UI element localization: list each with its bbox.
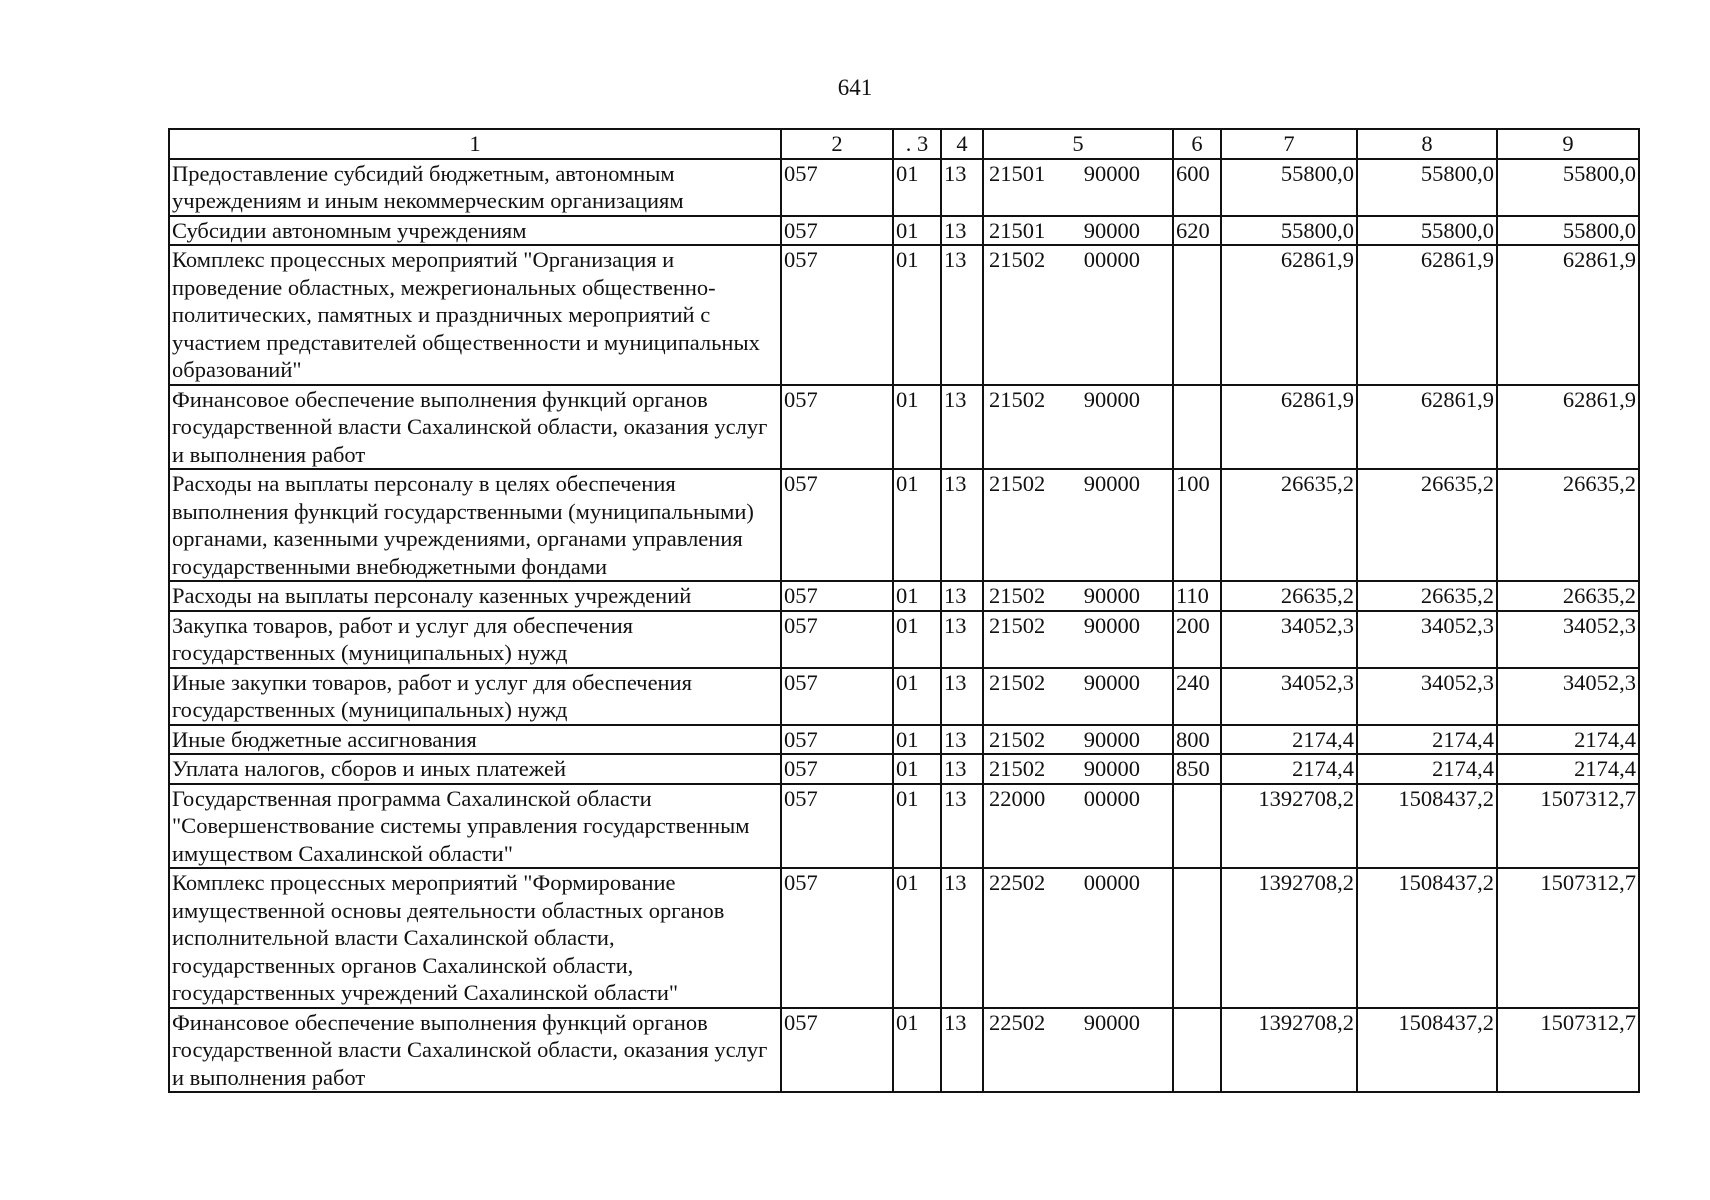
row-amount-col7: 55800,0 [1221, 159, 1357, 216]
row-admin-code: 057 [781, 725, 893, 755]
target-article-part2: 90000 [1083, 471, 1140, 496]
table-row [169, 581, 1639, 611]
target-article-part1: 21502 [989, 247, 1046, 272]
target-article-part2: 00000 [1083, 870, 1140, 895]
table-row [169, 245, 1639, 385]
row-amount-col9: 62861,9 [1497, 385, 1639, 470]
row-expense-type [1173, 784, 1221, 869]
target-article-part1: 21502 [989, 726, 1046, 752]
row-section-code: 01 [893, 868, 941, 1008]
target-article-part1: 22502 [989, 870, 1046, 895]
row-subsection-code: 13 [941, 581, 983, 611]
row-amount-col8: 34052,3 [1357, 668, 1497, 725]
row-admin-code: 057 [781, 611, 893, 668]
row-description: Предоставление субсидий бюджетным, автономным учреждениям и иным некоммерческим организациям [169, 159, 781, 216]
row-description: Комплекс процессных мероприятий "Формирование имущественной основы деятельности областных органов исполнительной власти Сахалинской области, государственных органов Сахалинской области, государственных учреждений Сахалинской области" [169, 868, 781, 1008]
row-description: Уплата налогов, сборов и иных платежей [169, 754, 781, 784]
col-header-5: 5 [983, 129, 1173, 159]
row-section-code: 01 [893, 159, 941, 216]
table-body [169, 159, 1639, 1093]
table-row [169, 1008, 1639, 1093]
row-admin-code: 057 [781, 216, 893, 246]
row-amount-col8: 55800,0 [1357, 159, 1497, 216]
row-admin-code: 057 [781, 1008, 893, 1093]
col-header-2: 2 [781, 129, 893, 159]
table-row [169, 668, 1639, 725]
row-subsection-code: 13 [941, 754, 983, 784]
target-article-part1: 22502 [989, 1009, 1046, 1035]
row-target-article [983, 216, 1173, 246]
row-target-article [983, 754, 1173, 784]
table-row [169, 469, 1639, 581]
row-expense-type: 800 [1173, 725, 1221, 755]
target-article-part1: 21502 [989, 756, 1046, 781]
table-row [169, 385, 1639, 470]
row-subsection-code: 13 [941, 469, 983, 581]
row-section-code: 01 [893, 1008, 941, 1093]
row-amount-col7: 2174,4 [1221, 725, 1357, 755]
row-amount-col9: 34052,3 [1497, 668, 1639, 725]
col-header-9: 9 [1497, 129, 1639, 159]
row-amount-col8: 62861,9 [1357, 245, 1497, 385]
row-target-article [983, 784, 1173, 869]
row-target-article [983, 245, 1173, 385]
col-header-4: 4 [941, 129, 983, 159]
row-target-article [983, 581, 1173, 611]
row-section-code: 01 [893, 216, 941, 246]
row-amount-col7: 26635,2 [1221, 581, 1357, 611]
col-header-7: 7 [1221, 129, 1357, 159]
row-amount-col7: 62861,9 [1221, 245, 1357, 385]
row-amount-col8: 26635,2 [1357, 581, 1497, 611]
row-target-article [983, 385, 1173, 470]
page-number: 641 [837, 75, 873, 100]
row-subsection-code: 13 [941, 668, 983, 725]
row-subsection-code: 13 [941, 784, 983, 869]
table-row [169, 868, 1639, 1008]
row-subsection-code: 13 [941, 245, 983, 385]
row-admin-code: 057 [781, 784, 893, 869]
row-expense-type [1173, 1008, 1221, 1093]
row-subsection-code: 13 [941, 868, 983, 1008]
row-section-code: 01 [893, 581, 941, 611]
row-expense-type [1173, 385, 1221, 470]
row-amount-col7: 2174,4 [1221, 754, 1357, 784]
target-article-part2: 90000 [1083, 612, 1140, 638]
row-section-code: 01 [893, 668, 941, 725]
row-amount-col9: 2174,4 [1497, 754, 1639, 784]
row-amount-col8: 2174,4 [1357, 725, 1497, 755]
row-section-code: 01 [893, 245, 941, 385]
row-amount-col9: 1507312,7 [1497, 784, 1639, 869]
row-amount-col8: 2174,4 [1357, 754, 1497, 784]
row-amount-col8: 55800,0 [1357, 216, 1497, 246]
target-article-part2: 00000 [1083, 785, 1140, 811]
row-target-article [983, 1008, 1173, 1093]
row-target-article [983, 725, 1173, 755]
table-row [169, 159, 1639, 216]
row-section-code: 01 [893, 469, 941, 581]
table-row [169, 784, 1639, 869]
row-expense-type: 200 [1173, 611, 1221, 668]
row-expense-type: 100 [1173, 469, 1221, 581]
target-article-part1: 21501 [989, 217, 1046, 243]
row-amount-col8: 1508437,2 [1357, 784, 1497, 869]
target-article-part1: 21502 [989, 583, 1046, 608]
row-description: Иные бюджетные ассигнования [169, 725, 781, 755]
row-amount-col7: 1392708,2 [1221, 1008, 1357, 1093]
target-article-part2: 90000 [1083, 160, 1140, 186]
row-expense-type [1173, 245, 1221, 385]
row-section-code: 01 [893, 385, 941, 470]
row-target-article [983, 668, 1173, 725]
row-section-code: 01 [893, 725, 941, 755]
row-description: Комплекс процессных мероприятий "Организация и проведение областных, межрегиональных общественно-политических, памятных и праздничных мероприятий с участием представителей общественности и муниципальных образований" [169, 245, 781, 385]
table-row [169, 216, 1639, 246]
row-expense-type: 240 [1173, 668, 1221, 725]
col-header-6: 6 [1173, 129, 1221, 159]
target-article-part1: 22000 [989, 785, 1046, 811]
row-admin-code: 057 [781, 581, 893, 611]
row-amount-col9: 26635,2 [1497, 581, 1639, 611]
row-amount-col9: 1507312,7 [1497, 868, 1639, 1008]
target-article-part1: 21501 [989, 160, 1046, 186]
row-target-article [983, 611, 1173, 668]
row-amount-col8: 1508437,2 [1357, 1008, 1497, 1093]
row-amount-col7: 34052,3 [1221, 611, 1357, 668]
table-row [169, 725, 1639, 755]
target-article-part2: 90000 [1083, 386, 1140, 412]
row-section-code: 01 [893, 754, 941, 784]
budget-table [168, 128, 1640, 1093]
target-article-part2: 90000 [1083, 726, 1140, 752]
target-article-part2: 90000 [1083, 217, 1140, 243]
row-amount-col8: 1508437,2 [1357, 868, 1497, 1008]
row-target-article [983, 159, 1173, 216]
row-amount-col7: 1392708,2 [1221, 868, 1357, 1008]
row-amount-col7: 26635,2 [1221, 469, 1357, 581]
row-expense-type: 850 [1173, 754, 1221, 784]
row-section-code: 01 [893, 611, 941, 668]
row-section-code: 01 [893, 784, 941, 869]
row-amount-col9: 55800,0 [1497, 216, 1639, 246]
row-amount-col7: 1392708,2 [1221, 784, 1357, 869]
row-amount-col9: 34052,3 [1497, 611, 1639, 668]
row-admin-code: 057 [781, 385, 893, 470]
row-admin-code: 057 [781, 868, 893, 1008]
target-article-part1: 21502 [989, 669, 1046, 695]
row-expense-type [1173, 868, 1221, 1008]
row-description: Субсидии автономным учреждениям [169, 216, 781, 246]
row-amount-col7: 34052,3 [1221, 668, 1357, 725]
table-row [169, 611, 1639, 668]
row-admin-code: 057 [781, 159, 893, 216]
row-amount-col9: 55800,0 [1497, 159, 1639, 216]
row-subsection-code: 13 [941, 385, 983, 470]
row-admin-code: 057 [781, 754, 893, 784]
col-header-8: 8 [1357, 129, 1497, 159]
target-article-part2: 90000 [1083, 756, 1140, 781]
target-article-part2: 00000 [1083, 247, 1140, 272]
row-subsection-code: 13 [941, 725, 983, 755]
row-amount-col9: 2174,4 [1497, 725, 1639, 755]
row-description: Государственная программа Сахалинской области "Совершенствование системы управления государственным имуществом Сахалинской области" [169, 784, 781, 869]
row-expense-type: 600 [1173, 159, 1221, 216]
row-subsection-code: 13 [941, 159, 983, 216]
row-expense-type: 110 [1173, 581, 1221, 611]
row-amount-col9: 1507312,7 [1497, 1008, 1639, 1093]
row-admin-code: 057 [781, 469, 893, 581]
target-article-part2: 90000 [1083, 1009, 1140, 1035]
col-header-3: . 3 [893, 129, 941, 159]
row-amount-col8: 34052,3 [1357, 611, 1497, 668]
row-description: Расходы на выплаты персоналу казенных учреждений [169, 581, 781, 611]
row-subsection-code: 13 [941, 216, 983, 246]
row-expense-type: 620 [1173, 216, 1221, 246]
table-row [169, 754, 1639, 784]
target-article-part1: 21502 [989, 471, 1046, 496]
target-article-part1: 21502 [989, 386, 1046, 412]
target-article-part2: 90000 [1083, 669, 1140, 695]
row-amount-col8: 26635,2 [1357, 469, 1497, 581]
row-admin-code: 057 [781, 668, 893, 725]
row-amount-col7: 62861,9 [1221, 385, 1357, 470]
row-description: Финансовое обеспечение выполнения функций органов государственной власти Сахалинской области, оказания услуг и выполнения работ [169, 1008, 781, 1093]
row-subsection-code: 13 [941, 1008, 983, 1093]
row-amount-col9: 26635,2 [1497, 469, 1639, 581]
header-row [169, 129, 1639, 159]
row-subsection-code: 13 [941, 611, 983, 668]
row-amount-col7: 55800,0 [1221, 216, 1357, 246]
row-target-article [983, 469, 1173, 581]
row-description: Закупка товаров, работ и услуг для обеспечения государственных (муниципальных) нужд [169, 611, 781, 668]
row-admin-code: 057 [781, 245, 893, 385]
row-description: Финансовое обеспечение выполнения функций органов государственной власти Сахалинской области, оказания услуг и выполнения работ [169, 385, 781, 470]
target-article-part1: 21502 [989, 612, 1046, 638]
target-article-part2: 90000 [1083, 583, 1140, 608]
row-amount-col9: 62861,9 [1497, 245, 1639, 385]
row-amount-col8: 62861,9 [1357, 385, 1497, 470]
row-description: Расходы на выплаты персоналу в целях обеспечения выполнения функций государственными (муниципальными) органами, казенными учреждениями, органами управления государственными внебюджетными фондами [169, 469, 781, 581]
col-header-1: 1 [169, 129, 781, 159]
row-target-article [983, 868, 1173, 1008]
row-description: Иные закупки товаров, работ и услуг для обеспечения государственных (муниципальных) нужд [169, 668, 781, 725]
